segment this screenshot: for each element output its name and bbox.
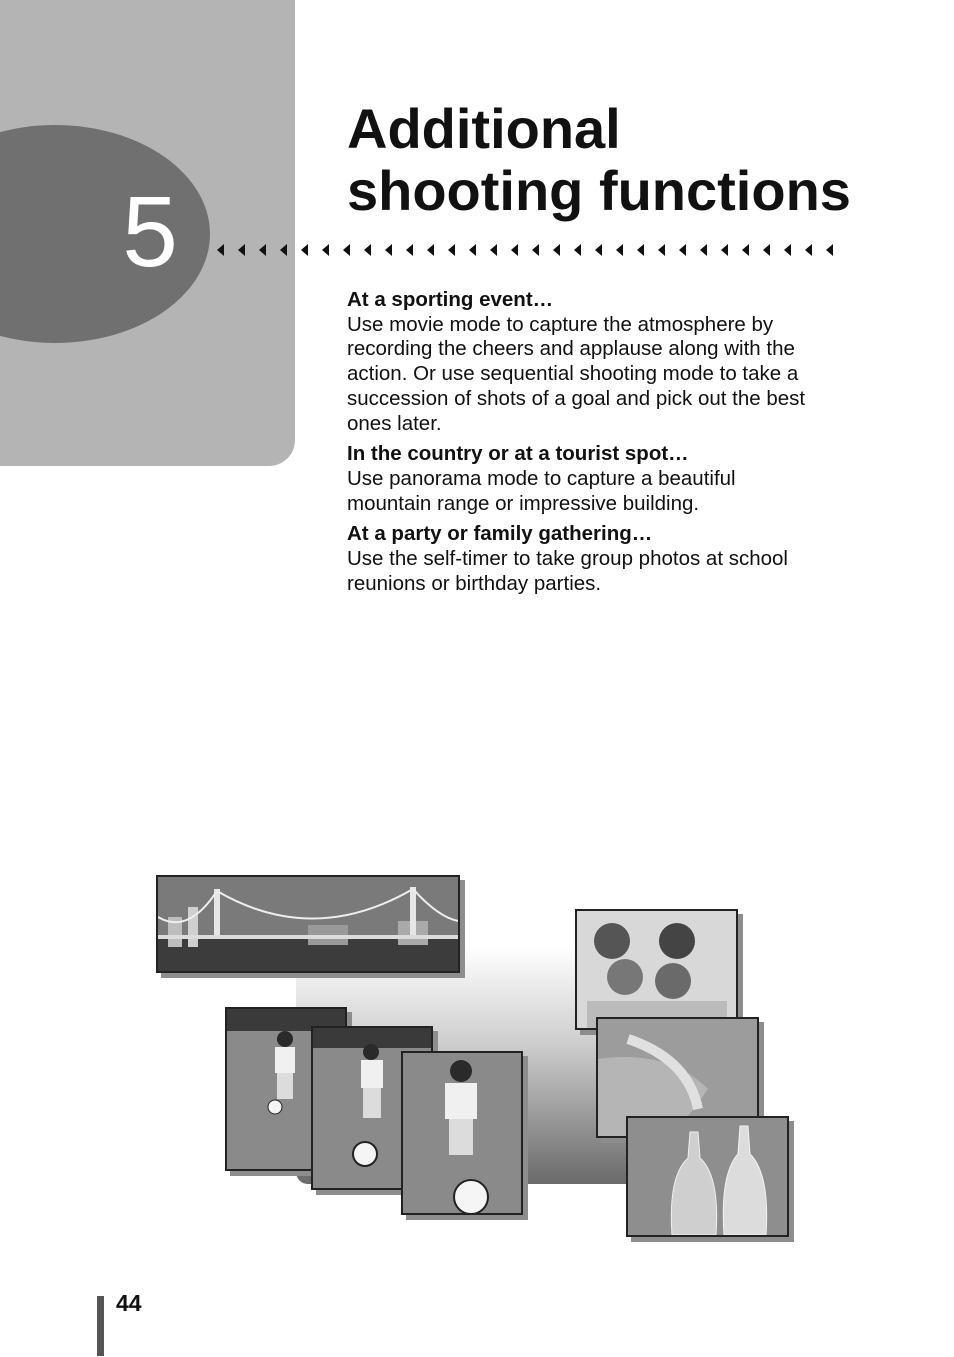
arrow-left-icon	[658, 244, 665, 256]
arrow-left-icon	[322, 244, 329, 256]
section-heading: At a sporting event…	[347, 288, 554, 311]
soccer-sequence-photo-3	[401, 1051, 523, 1215]
bottles-photo	[626, 1116, 789, 1237]
chapter-number: 5	[122, 176, 178, 288]
arrow-left-icon	[595, 244, 602, 256]
section-body: Use panorama mode to capture a beautiful mountain range or impressive building.	[347, 466, 736, 515]
arrow-left-icon	[469, 244, 476, 256]
section-heading: At a party or family gathering…	[347, 522, 653, 546]
arrow-row-decoration	[214, 240, 844, 260]
arrow-left-icon	[511, 244, 518, 256]
title-line-2: shooting functions	[347, 159, 851, 222]
title-line-1: Additional	[347, 97, 621, 160]
arrow-left-icon	[301, 244, 308, 256]
arrow-left-icon	[679, 244, 686, 256]
family-group-photo	[575, 909, 738, 1030]
arrow-left-icon	[616, 244, 623, 256]
arrow-left-icon	[448, 244, 455, 256]
scenario-list	[347, 288, 807, 602]
section-body: Use movie mode to capture the atmosphere by recording the cheers and applause along with the action. Or use sequential shooting mode to take a succession of shots of a goal and pick out the best ones later.	[347, 312, 806, 435]
arrow-left-icon	[217, 244, 224, 256]
page-title	[347, 98, 851, 222]
arrow-left-icon	[490, 244, 497, 256]
arrow-left-icon	[721, 244, 728, 256]
page-number: 44	[116, 1290, 142, 1316]
arrow-left-icon	[343, 244, 350, 256]
arrow-left-icon	[259, 244, 266, 256]
arrow-left-icon	[637, 244, 644, 256]
scenario-sporting-event	[347, 288, 807, 436]
arrow-left-icon	[763, 244, 770, 256]
arrow-left-icon	[784, 244, 791, 256]
arrow-left-icon	[742, 244, 749, 256]
arrow-left-icon	[280, 244, 287, 256]
section-body: Use the self-timer to take group photos at school reunions or birthday parties.	[347, 547, 788, 595]
arrow-left-icon	[805, 244, 812, 256]
scenario-party	[347, 522, 807, 596]
arrow-left-icon	[553, 244, 560, 256]
arrow-left-icon	[238, 244, 245, 256]
arrow-left-icon	[700, 244, 707, 256]
bridge-panorama-photo	[156, 875, 460, 973]
arrow-left-icon	[364, 244, 371, 256]
section-heading: In the country or at a tourist spot…	[347, 442, 689, 466]
scenario-tourist-spot	[347, 442, 807, 516]
arrow-left-icon	[532, 244, 539, 256]
arrow-left-icon	[406, 244, 413, 256]
page-number-bar	[97, 1296, 104, 1356]
arrow-left-icon	[385, 244, 392, 256]
arrow-left-icon	[427, 244, 434, 256]
arrow-left-icon	[826, 244, 833, 256]
arrow-left-icon	[574, 244, 581, 256]
